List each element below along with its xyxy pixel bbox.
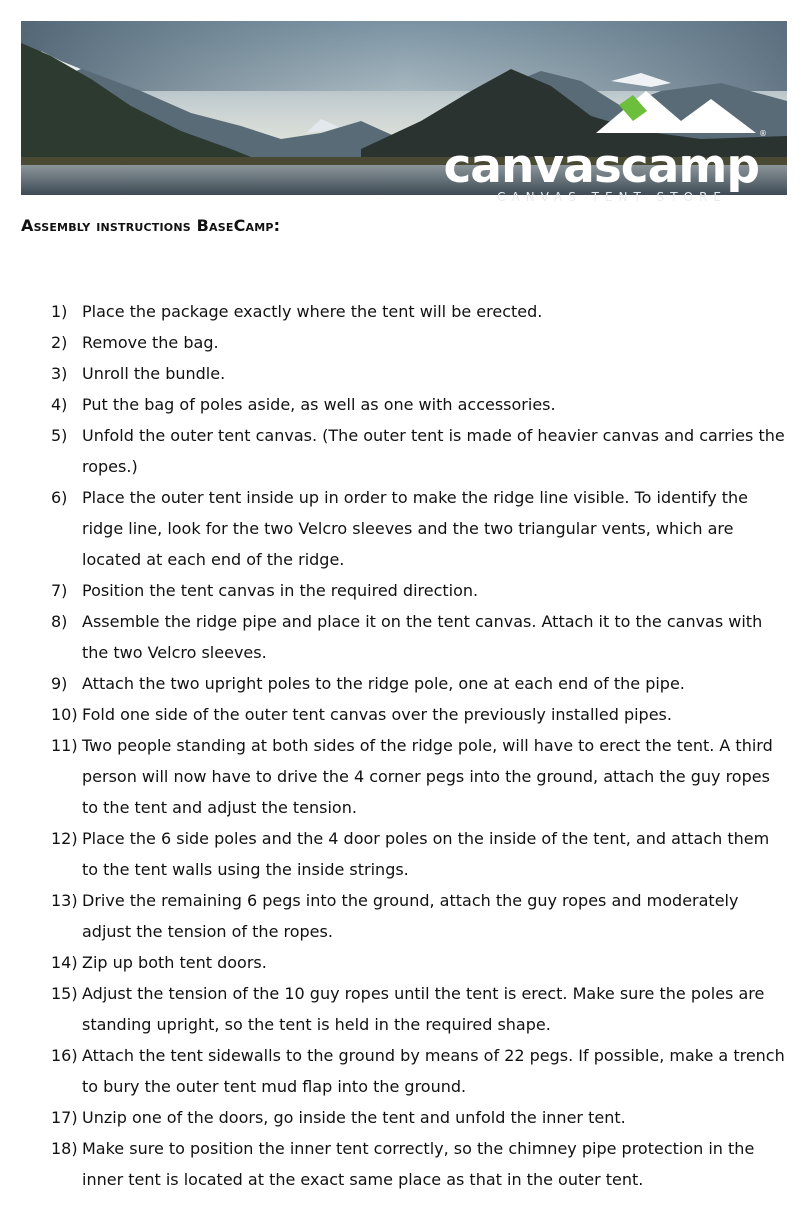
header-banner: [21, 21, 787, 204]
list-item: [0, 885, 808, 947]
step-text: Remove the bag.: [82, 333, 219, 352]
brand-name: canvascamp: [443, 139, 759, 194]
step-number: 10): [51, 705, 78, 724]
step-text: Place the package exactly where the tent will be erected.: [82, 302, 543, 321]
list-item: [0, 389, 808, 420]
instruction-list: [0, 296, 808, 1195]
step-number: 1): [51, 302, 68, 321]
list-item: [0, 699, 808, 730]
step-text: Place the outer tent inside up in order to make the ridge line visible. To identify the ridge line, look for the two Velcro sleeves and the two triangular vents, which are located at each end of the ridge.: [82, 488, 748, 569]
step-number: 15): [51, 984, 78, 1003]
step-text: Place the 6 side poles and the 4 door poles on the inside of the tent, and attach them to the tent walls using the inside strings.: [82, 829, 770, 879]
step-number: 3): [51, 364, 68, 383]
step-text: Assemble the ridge pipe and place it on the tent canvas. Attach it to the canvas with the two Velcro sleeves.: [82, 612, 763, 662]
list-item: [0, 482, 808, 575]
step-text: Position the tent canvas in the required direction.: [82, 581, 479, 600]
list-item: [0, 296, 808, 327]
list-item: [0, 978, 808, 1040]
step-number: 9): [51, 674, 68, 693]
list-item: [0, 606, 808, 668]
step-text: Adjust the tension of the 10 guy ropes until the tent is erect. Make sure the poles are standing upright, so the tent is held in the required shape.: [82, 984, 765, 1034]
list-item: [0, 1133, 808, 1195]
registered-mark: ®: [759, 129, 767, 138]
list-item: [0, 575, 808, 606]
list-item: [0, 358, 808, 389]
step-number: 18): [51, 1139, 78, 1158]
step-text: Unzip one of the doors, go inside the tent and unfold the inner tent.: [82, 1108, 626, 1127]
step-text: Make sure to position the inner tent correctly, so the chimney pipe protection in the inner tent is located at the exact same place as that in the outer tent.: [82, 1139, 755, 1189]
brand-tagline: CANVAS TENT STORE: [497, 190, 727, 204]
step-text: Put the bag of poles aside, as well as one with accessories.: [82, 395, 556, 414]
step-text: Unfold the outer tent canvas. (The outer tent is made of heavier canvas and carries the ropes.): [82, 426, 785, 476]
step-number: 17): [51, 1108, 78, 1127]
step-number: 4): [51, 395, 68, 414]
step-text: Two people standing at both sides of the ridge pole, will have to erect the tent. A third person will now have to drive the 4 corner pegs into the ground, attach the guy ropes to the tent and adjust the tension.: [82, 736, 773, 817]
list-item: [0, 730, 808, 823]
step-number: 8): [51, 612, 68, 631]
step-number: 5): [51, 426, 68, 445]
step-number: 2): [51, 333, 68, 352]
list-item: [0, 1102, 808, 1133]
step-text: Unroll the bundle.: [82, 364, 226, 383]
list-item: [0, 420, 808, 482]
step-text: Zip up both tent doors.: [82, 953, 267, 972]
list-item: [0, 668, 808, 699]
step-text: Fold one side of the outer tent canvas over the previously installed pipes.: [82, 705, 672, 724]
step-number: 7): [51, 581, 68, 600]
step-number: 6): [51, 488, 68, 507]
step-text: Attach the tent sidewalls to the ground by means of 22 pegs. If possible, make a trench to bury the outer tent mud flap into the ground.: [82, 1046, 785, 1096]
page-title: Assembly instructions BaseCamp:: [21, 216, 281, 235]
step-number: 12): [51, 829, 78, 848]
list-item: [0, 327, 808, 358]
step-number: 14): [51, 953, 78, 972]
step-number: 13): [51, 891, 78, 910]
list-item: [0, 823, 808, 885]
list-item: [0, 947, 808, 978]
step-number: 11): [51, 736, 78, 755]
step-text: Attach the two upright poles to the ridge pole, one at each end of the pipe.: [82, 674, 685, 693]
list-item: [0, 1040, 808, 1102]
step-number: 16): [51, 1046, 78, 1065]
step-text: Drive the remaining 6 pegs into the ground, attach the guy ropes and moderately adjust the tension of the ropes.: [82, 891, 739, 941]
